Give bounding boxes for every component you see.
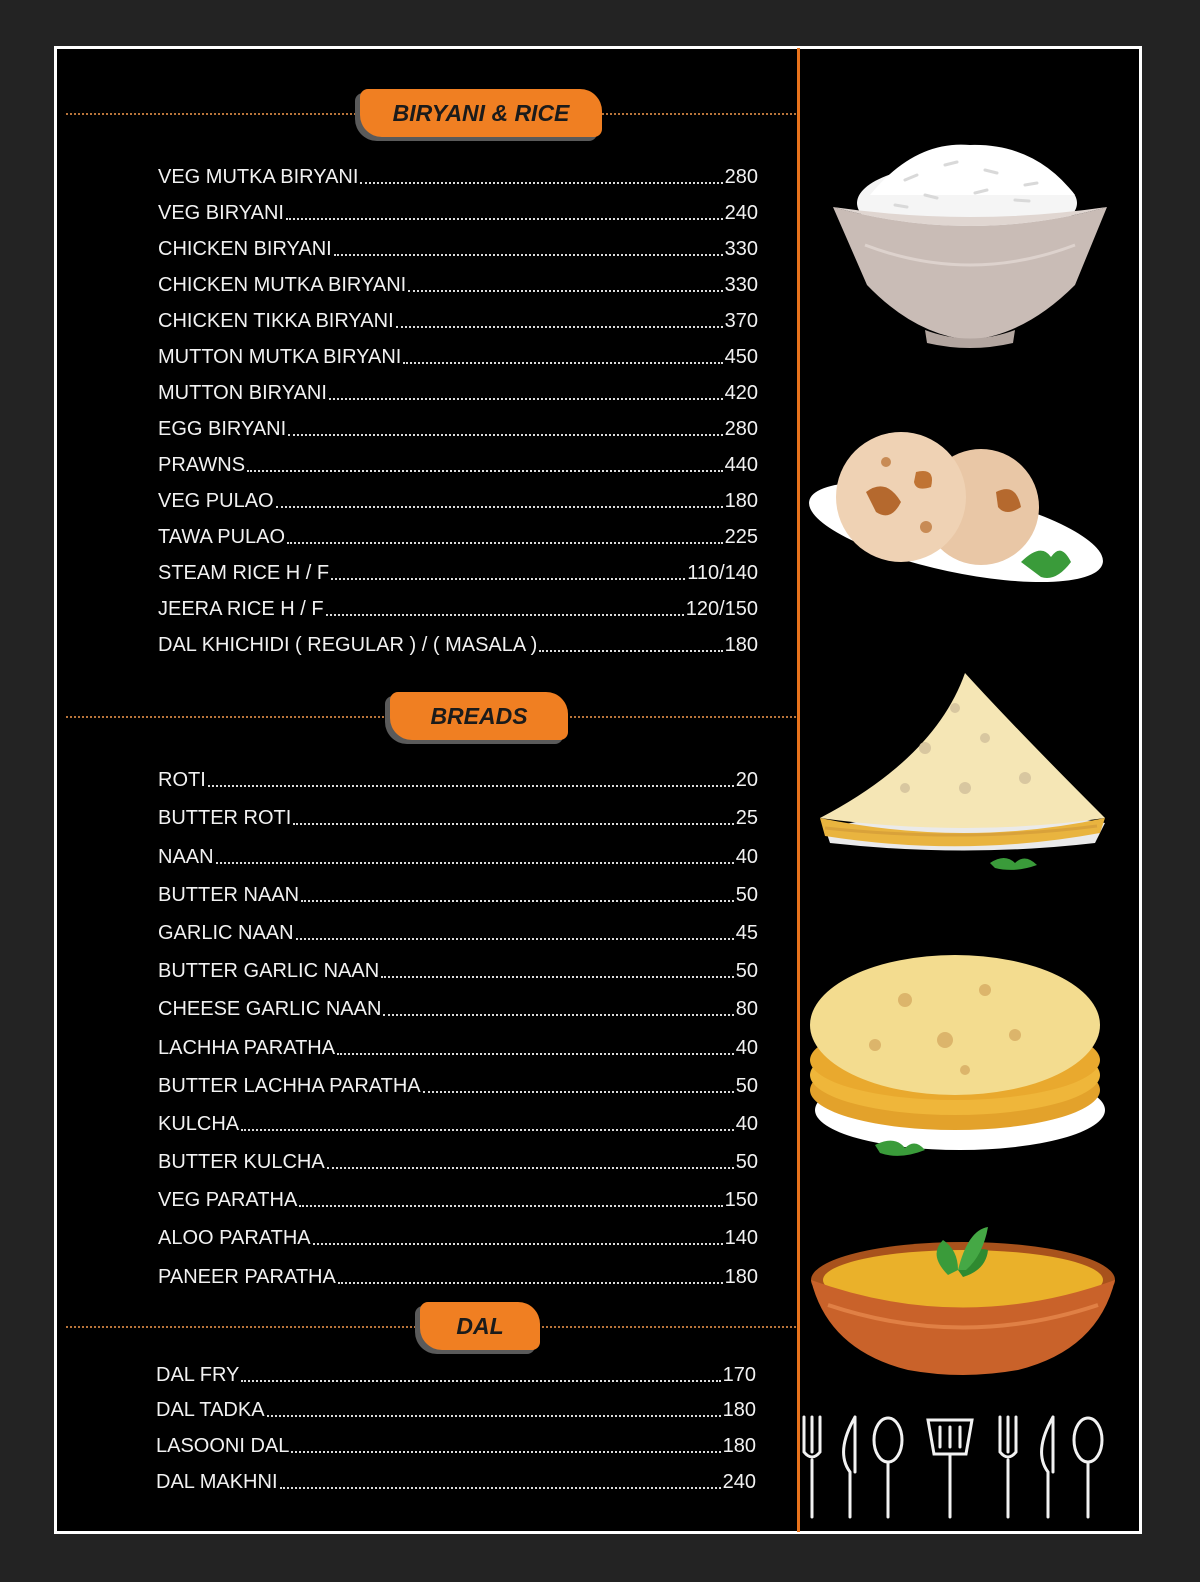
menu-item-price: 50 bbox=[735, 1151, 758, 1174]
menu-item-price: 180 bbox=[722, 1399, 756, 1422]
menu-item-name: VEG PARATHA bbox=[158, 1189, 298, 1212]
menu-item-name: BUTTER LACHHA PARATHA bbox=[158, 1074, 421, 1097]
dot-leader bbox=[291, 1451, 720, 1453]
menu-item-price: 40 bbox=[735, 1112, 758, 1135]
menu-item-name: CHICKEN TIKKA BIRYANI bbox=[158, 310, 394, 332]
menu-item-price: 280 bbox=[724, 166, 758, 188]
menu-item-name: VEG MUTKA BIRYANI bbox=[158, 166, 359, 188]
dot-leader bbox=[313, 1243, 723, 1245]
dot-leader bbox=[539, 650, 722, 652]
menu-item-name: BUTTER GARLIC NAAN bbox=[158, 960, 380, 983]
dot-leader bbox=[216, 862, 734, 864]
menu-item-price: 40 bbox=[735, 845, 758, 868]
menu-item-name: GARLIC NAAN bbox=[158, 921, 294, 944]
dot-leader bbox=[423, 1091, 734, 1093]
menu-item-price: 120/150 bbox=[685, 598, 758, 620]
menu-item-name: PRAWNS bbox=[158, 454, 246, 476]
dot-leader bbox=[403, 362, 722, 364]
menu-item-name: PANEER PARATHA bbox=[158, 1265, 336, 1288]
menu-item-price: 330 bbox=[724, 238, 758, 260]
dot-leader bbox=[326, 614, 684, 616]
menu-item-price: 50 bbox=[735, 883, 758, 906]
menu-item-name: JEERA RICE H / F bbox=[158, 598, 324, 620]
dot-leader bbox=[293, 823, 733, 825]
section-header-breads: BREADS bbox=[390, 692, 568, 740]
menu-item-price: 180 bbox=[724, 1265, 758, 1288]
menu-item-name: CHICKEN BIRYANI bbox=[158, 238, 332, 260]
dot-leader bbox=[383, 1014, 733, 1016]
dot-leader bbox=[288, 434, 722, 436]
dot-leader bbox=[241, 1380, 720, 1382]
menu-item-price: 180 bbox=[722, 1435, 756, 1458]
cutlery-icon bbox=[800, 1412, 1120, 1522]
dot-leader bbox=[267, 1415, 721, 1417]
menu-item bbox=[158, 477, 758, 513]
dot-leader bbox=[327, 1167, 734, 1169]
menu-item-name: EGG BIRYANI bbox=[158, 418, 287, 440]
dot-leader bbox=[338, 1282, 723, 1284]
menu-item-price: 25 bbox=[735, 807, 758, 830]
menu-item bbox=[158, 1060, 758, 1098]
menu-item bbox=[158, 189, 758, 225]
dot-leader bbox=[296, 938, 734, 940]
menu-item-name: MUTTON MUTKA BIRYANI bbox=[158, 346, 402, 368]
menu-item-name: STEAM RICE H / F bbox=[158, 562, 330, 584]
menu-item-price: 450 bbox=[724, 346, 758, 368]
dot-leader bbox=[286, 218, 723, 220]
dal-bowl-icon bbox=[808, 1225, 1123, 1375]
menu-item bbox=[158, 945, 758, 983]
kulcha-plate-icon bbox=[806, 432, 1106, 597]
biryani-list bbox=[158, 153, 758, 657]
menu-item bbox=[158, 830, 758, 868]
breads-list bbox=[158, 754, 758, 1289]
vertical-divider bbox=[797, 48, 800, 1532]
rice-bowl-icon bbox=[825, 135, 1115, 350]
menu-item-name: VEG PULAO bbox=[158, 490, 274, 512]
menu-item bbox=[158, 333, 758, 369]
menu-item bbox=[158, 792, 758, 830]
menu-item-name: DAL KHICHIDI ( REGULAR ) / ( MASALA ) bbox=[158, 634, 538, 656]
menu-item bbox=[158, 513, 758, 549]
menu-item-name: DAL MAKHNI bbox=[156, 1470, 278, 1493]
menu-item-name: TAWA PULAO bbox=[158, 526, 286, 548]
menu-item bbox=[158, 869, 758, 907]
menu-item-price: 80 bbox=[735, 998, 758, 1021]
menu-item-price: 420 bbox=[724, 382, 758, 404]
menu-item bbox=[158, 1250, 758, 1288]
menu-item-price: 40 bbox=[735, 1036, 758, 1059]
menu-item-name: DAL FRY bbox=[156, 1363, 240, 1386]
menu-item-price: 140 bbox=[724, 1227, 758, 1250]
menu-item bbox=[158, 369, 758, 405]
menu-item-name: BUTTER NAAN bbox=[158, 883, 300, 906]
menu-item-price: 20 bbox=[735, 769, 758, 792]
menu-item bbox=[158, 585, 758, 621]
menu-item-name: LASOONI DAL bbox=[156, 1435, 290, 1458]
menu-item-price: 180 bbox=[724, 634, 758, 656]
menu-item bbox=[158, 907, 758, 945]
menu-item-price: 110/140 bbox=[687, 562, 758, 584]
section-header-dal: DAL bbox=[420, 1302, 540, 1350]
menu-item bbox=[158, 549, 758, 585]
dot-leader bbox=[299, 1205, 722, 1207]
dot-leader bbox=[301, 900, 734, 902]
dal-list bbox=[156, 1351, 756, 1494]
menu-item-price: 50 bbox=[735, 1074, 758, 1097]
menu-item-name: ALOO PARATHA bbox=[158, 1227, 311, 1250]
menu-item bbox=[158, 1136, 758, 1174]
menu-item-price: 280 bbox=[724, 418, 758, 440]
menu-item-name: LACHHA PARATHA bbox=[158, 1036, 336, 1059]
menu-item-price: 50 bbox=[735, 960, 758, 983]
menu-item bbox=[158, 297, 758, 333]
menu-item-name: BUTTER KULCHA bbox=[158, 1151, 325, 1174]
menu-item bbox=[158, 153, 758, 189]
menu-item-name: DAL TADKA bbox=[156, 1399, 265, 1422]
dot-leader bbox=[247, 470, 723, 472]
menu-item-price: 180 bbox=[724, 490, 758, 512]
menu-item bbox=[158, 754, 758, 792]
menu-item-name: CHEESE GARLIC NAAN bbox=[158, 998, 382, 1021]
dot-leader bbox=[381, 976, 734, 978]
menu-item bbox=[158, 441, 758, 477]
menu-item-price: 330 bbox=[724, 274, 758, 296]
dot-leader bbox=[329, 398, 723, 400]
dot-leader bbox=[287, 542, 723, 544]
menu-item-price: 370 bbox=[724, 310, 758, 332]
menu-item-price: 440 bbox=[724, 454, 758, 476]
menu-item bbox=[158, 405, 758, 441]
dot-leader bbox=[334, 254, 723, 256]
menu-item bbox=[156, 1458, 756, 1494]
dot-leader bbox=[208, 785, 734, 787]
dot-leader bbox=[396, 326, 723, 328]
dot-leader bbox=[360, 182, 722, 184]
menu-item bbox=[158, 1021, 758, 1059]
menu-item bbox=[158, 1098, 758, 1136]
menu-item bbox=[158, 1212, 758, 1250]
menu-item-price: 45 bbox=[735, 921, 758, 944]
menu-item-name: NAAN bbox=[158, 845, 214, 868]
section-header-biryani: BIRYANI & RICE bbox=[360, 89, 602, 137]
menu-item-name: CHICKEN MUTKA BIRYANI bbox=[158, 274, 407, 296]
menu-item bbox=[156, 1387, 756, 1423]
menu-item-price: 225 bbox=[724, 526, 758, 548]
menu-item bbox=[158, 1174, 758, 1212]
dot-leader bbox=[280, 1487, 721, 1489]
menu-item-name: MUTTON BIRYANI bbox=[158, 382, 327, 404]
menu-item-name: ROTI bbox=[158, 769, 206, 792]
menu-item bbox=[156, 1422, 756, 1458]
menu-item-name: KULCHA bbox=[158, 1112, 240, 1135]
dot-leader bbox=[337, 1053, 734, 1055]
menu-item bbox=[156, 1351, 756, 1387]
dot-leader bbox=[241, 1129, 734, 1131]
dot-leader bbox=[408, 290, 722, 292]
menu-item-price: 240 bbox=[724, 202, 758, 224]
dot-leader bbox=[276, 506, 723, 508]
folded-roti-icon bbox=[815, 668, 1110, 878]
menu-item bbox=[158, 621, 758, 657]
menu-item-price: 240 bbox=[722, 1470, 756, 1493]
menu-item-name: BUTTER ROTI bbox=[158, 807, 292, 830]
dot-leader bbox=[331, 578, 685, 580]
menu-item-name: VEG BIRYANI bbox=[158, 202, 284, 224]
menu-item bbox=[158, 983, 758, 1021]
paratha-stack-icon bbox=[805, 950, 1110, 1165]
menu-item-price: 150 bbox=[724, 1189, 758, 1212]
menu-item bbox=[158, 261, 758, 297]
menu-item-price: 170 bbox=[722, 1363, 756, 1386]
menu-item bbox=[158, 225, 758, 261]
